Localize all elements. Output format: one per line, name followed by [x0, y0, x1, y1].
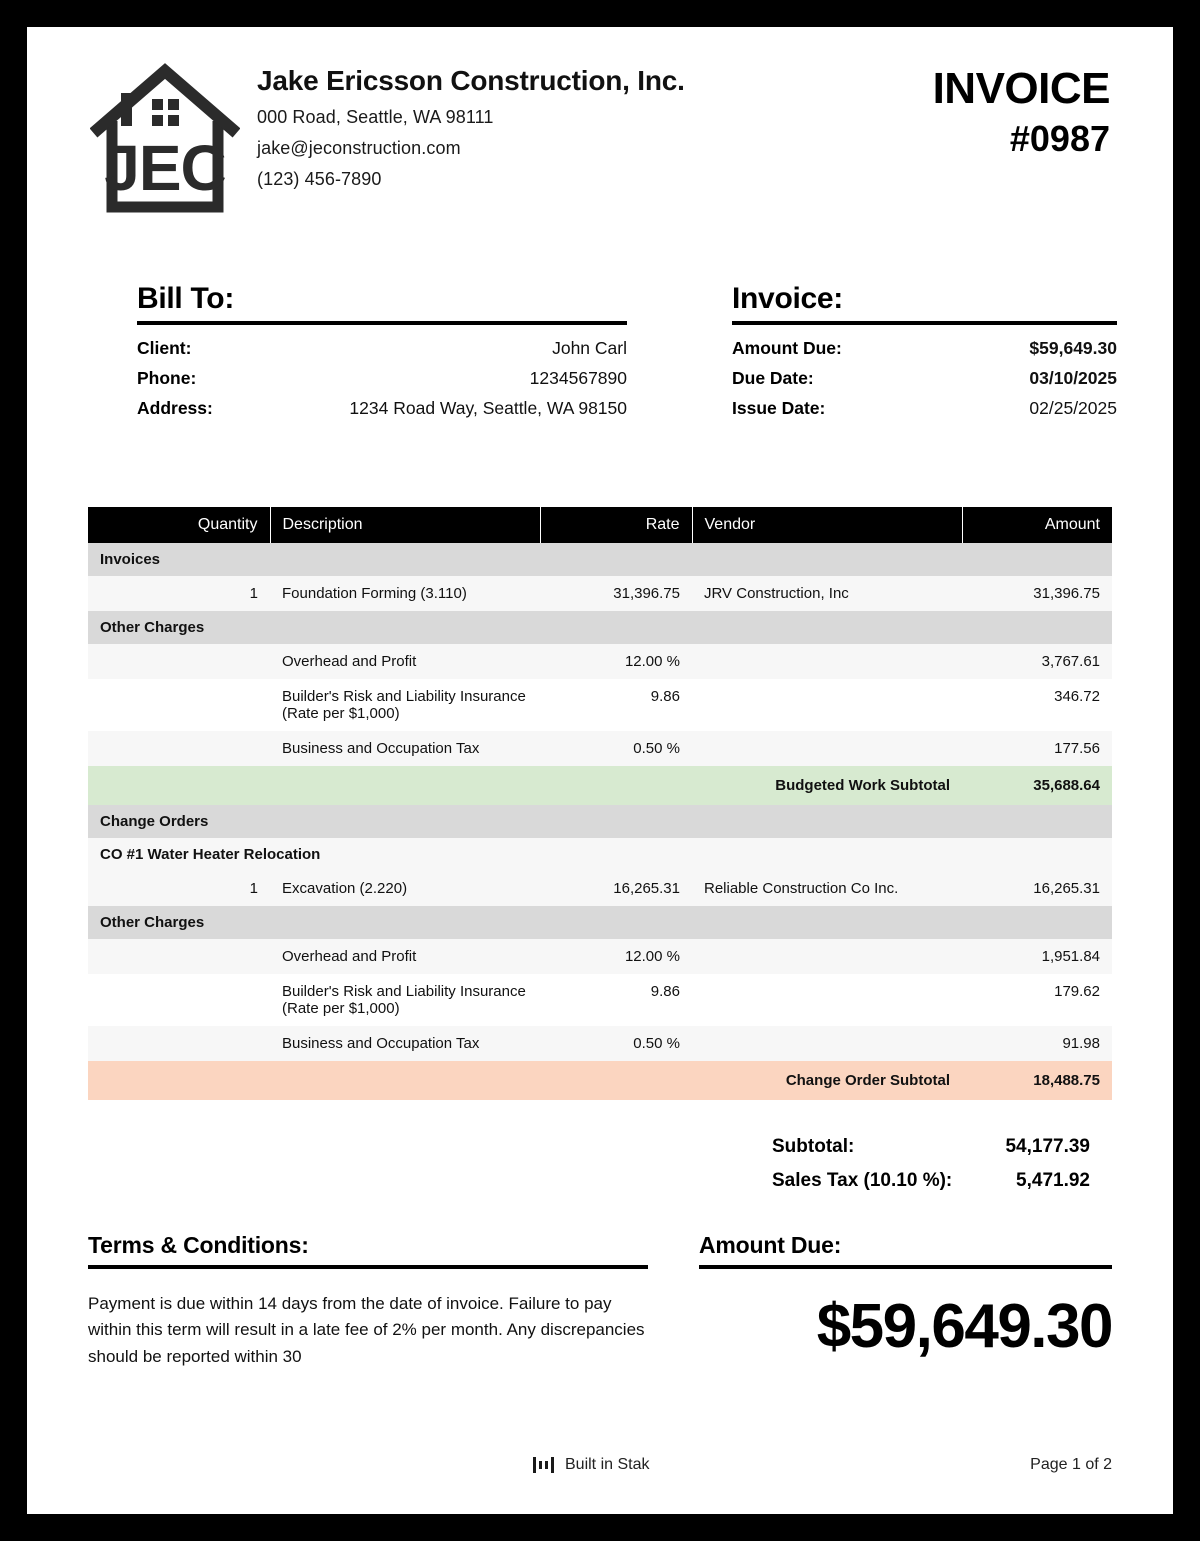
cell-rate: 12.00 % — [540, 644, 692, 679]
subtotal-label: Change Order Subtotal — [692, 1061, 962, 1100]
amount-due-block — [699, 1232, 1112, 1362]
company-address: 000 Road, Seattle, WA 98111 — [257, 107, 494, 127]
table-row — [88, 1026, 1112, 1061]
table-row — [88, 871, 1112, 906]
group-header-label-text: Invoices — [100, 551, 161, 568]
group-header-label — [88, 611, 1112, 644]
cell-vendor — [692, 1026, 962, 1061]
cell-description: Business and Occupation Tax — [270, 1026, 540, 1061]
bill-to-row-phone — [137, 363, 627, 393]
subtotal-row — [88, 1061, 1112, 1100]
value-subtotal: 54,177.39 — [1005, 1136, 1090, 1157]
equalizer-icon — [532, 1455, 556, 1475]
total-row-subtotal — [727, 1130, 1112, 1164]
group-header-row — [88, 805, 1112, 838]
amount-due-value: $59,649.30 — [816, 1292, 1112, 1361]
group-header-row — [88, 906, 1112, 939]
company-email: jake@jeconstruction.com — [257, 138, 461, 158]
label-amount-due: Amount Due: — [732, 338, 842, 358]
bill-to-row-address — [137, 393, 627, 423]
cell-rate: 0.50 % — [540, 1026, 692, 1061]
group-header-label-text: Other Charges — [100, 619, 205, 636]
cell-vendor — [692, 731, 962, 766]
value-client: John Carl — [552, 338, 627, 358]
cell-description: Builder's Risk and Liability Insurance (Rate per $1,000) — [270, 974, 540, 1026]
header-quantity: Quantity — [88, 507, 270, 543]
cell-vendor: JRV Construction, Inc — [692, 576, 962, 611]
items-table-head — [88, 507, 1112, 543]
company-logo — [90, 55, 240, 215]
cell-description: Business and Occupation Tax — [270, 731, 540, 766]
cell-vendor — [692, 974, 962, 1026]
group-header-label — [88, 543, 1112, 576]
invoice-header — [27, 27, 1173, 227]
cell-rate: 9.86 — [540, 679, 692, 731]
cell-rate: 0.50 % — [540, 731, 692, 766]
terms-text: Payment is due within 14 days from the date of invoice. Failure to pay within this term will result in a late fee of 2% per month. Any discrepancies should be reported within 30 — [88, 1294, 645, 1366]
house-logo-icon — [90, 55, 240, 215]
cell-amount: 3,767.61 — [962, 644, 1112, 679]
table-row — [88, 731, 1112, 766]
invoice-page — [27, 27, 1173, 1514]
cell-rate: 16,265.31 — [540, 871, 692, 906]
cell-quantity: 1 — [88, 871, 270, 906]
label-issue-date: Issue Date: — [732, 398, 826, 418]
cell-vendor — [692, 679, 962, 731]
cell-vendor: Reliable Construction Co Inc. — [692, 871, 962, 906]
built-in-stak — [532, 1455, 649, 1475]
cell-amount: 1,951.84 — [962, 939, 1112, 974]
header-amount: Amount — [962, 507, 1112, 543]
page-number: Page 1 of 2 — [1030, 1456, 1112, 1473]
company-name: Jake Ericsson Construction, Inc. — [257, 65, 685, 96]
cell-amount: 91.98 — [962, 1026, 1112, 1061]
sub-header-label — [88, 838, 1112, 871]
cell-amount: 31,396.75 — [962, 576, 1112, 611]
value-amount-due: $59,649.30 — [1029, 338, 1117, 358]
cell-rate: 9.86 — [540, 974, 692, 1026]
page-footer — [88, 1447, 1112, 1487]
header-rate: Rate — [540, 507, 692, 543]
cell-amount: 177.56 — [962, 731, 1112, 766]
table-row — [88, 939, 1112, 974]
items-header-row — [88, 507, 1112, 543]
cell-description: Overhead and Profit — [270, 644, 540, 679]
cell-quantity: 1 — [88, 576, 270, 611]
bill-to-divider — [137, 321, 627, 325]
cell-amount: 346.72 — [962, 679, 1112, 731]
total-row-sales-tax — [727, 1164, 1112, 1198]
table-row — [88, 679, 1112, 731]
label-sales-tax: Sales Tax (10.10 %): — [772, 1170, 953, 1191]
subtotal-spacer — [88, 1061, 692, 1100]
items-table — [88, 507, 1112, 1100]
cell-vendor — [692, 939, 962, 974]
value-issue-date: 02/25/2025 — [1029, 398, 1117, 418]
invoice-summary-title: Invoice: — [732, 282, 843, 315]
summary-row-issue-date — [732, 393, 1117, 423]
cell-description: Excavation (2.220) — [270, 871, 540, 906]
invoice-title-block — [932, 64, 1110, 159]
subtotal-label: Budgeted Work Subtotal — [692, 766, 962, 805]
cell-quantity — [88, 1026, 270, 1061]
terms-block — [88, 1232, 648, 1370]
cell-rate: 31,396.75 — [540, 576, 692, 611]
cell-quantity — [88, 939, 270, 974]
bill-to-panel — [137, 282, 627, 423]
invoice-summary-divider — [732, 321, 1117, 325]
cell-rate: 12.00 % — [540, 939, 692, 974]
cell-quantity — [88, 731, 270, 766]
sub-header-row — [88, 838, 1112, 871]
items-table-body — [88, 543, 1112, 1100]
amount-due-title: Amount Due: — [699, 1232, 842, 1258]
cell-quantity — [88, 679, 270, 731]
sub-header-label-text: CO #1 Water Heater Relocation — [100, 846, 321, 863]
group-header-row — [88, 611, 1112, 644]
line-items-table — [88, 507, 1112, 1100]
invoice-info-row — [27, 282, 1173, 482]
subtotal-row — [88, 766, 1112, 805]
invoice-title: INVOICE — [932, 64, 1110, 113]
invoice-number: #0987 — [1009, 118, 1110, 159]
subtotal-value: 35,688.64 — [962, 766, 1112, 805]
label-client: Client: — [137, 338, 192, 358]
group-header-label-text: Other Charges — [100, 914, 205, 931]
cell-description: Overhead and Profit — [270, 939, 540, 974]
label-due-date: Due Date: — [732, 368, 814, 388]
terms-title: Terms & Conditions: — [88, 1232, 309, 1258]
value-address: 1234 Road Way, Seattle, WA 98150 — [349, 398, 627, 418]
company-phone: (123) 456-7890 — [257, 169, 382, 189]
group-header-row — [88, 543, 1112, 576]
summary-row-due-date — [732, 363, 1117, 393]
label-address: Address: — [137, 398, 213, 418]
table-row — [88, 576, 1112, 611]
cell-quantity — [88, 644, 270, 679]
built-in-label: Built in Stak — [565, 1456, 650, 1473]
cell-quantity — [88, 974, 270, 1026]
totals-block — [727, 1130, 1112, 1198]
label-subtotal: Subtotal: — [772, 1136, 855, 1157]
group-header-label — [88, 906, 1112, 939]
cell-description: Builder's Risk and Liability Insurance (Rate per $1,000) — [270, 679, 540, 731]
subtotal-value: 18,488.75 — [962, 1061, 1112, 1100]
company-details — [257, 65, 685, 190]
table-row — [88, 644, 1112, 679]
svg-text:JEC: JEC — [104, 132, 226, 204]
value-phone: 1234567890 — [529, 368, 627, 388]
cell-description: Foundation Forming (3.110) — [270, 576, 540, 611]
value-due-date: 03/10/2025 — [1029, 368, 1117, 388]
group-header-label-text: Change Orders — [100, 813, 209, 830]
cell-amount: 179.62 — [962, 974, 1112, 1026]
header-vendor: Vendor — [692, 507, 962, 543]
summary-row-amount-due — [732, 333, 1117, 363]
label-phone: Phone: — [137, 368, 197, 388]
cell-vendor — [692, 644, 962, 679]
invoice-summary-panel — [732, 282, 1117, 423]
header-description: Description — [270, 507, 540, 543]
group-header-label — [88, 805, 1112, 838]
bill-to-title: Bill To: — [137, 282, 235, 315]
subtotal-spacer — [88, 766, 692, 805]
table-row — [88, 974, 1112, 1026]
bill-to-row-client — [137, 333, 627, 363]
cell-amount: 16,265.31 — [962, 871, 1112, 906]
value-sales-tax: 5,471.92 — [1016, 1170, 1090, 1191]
